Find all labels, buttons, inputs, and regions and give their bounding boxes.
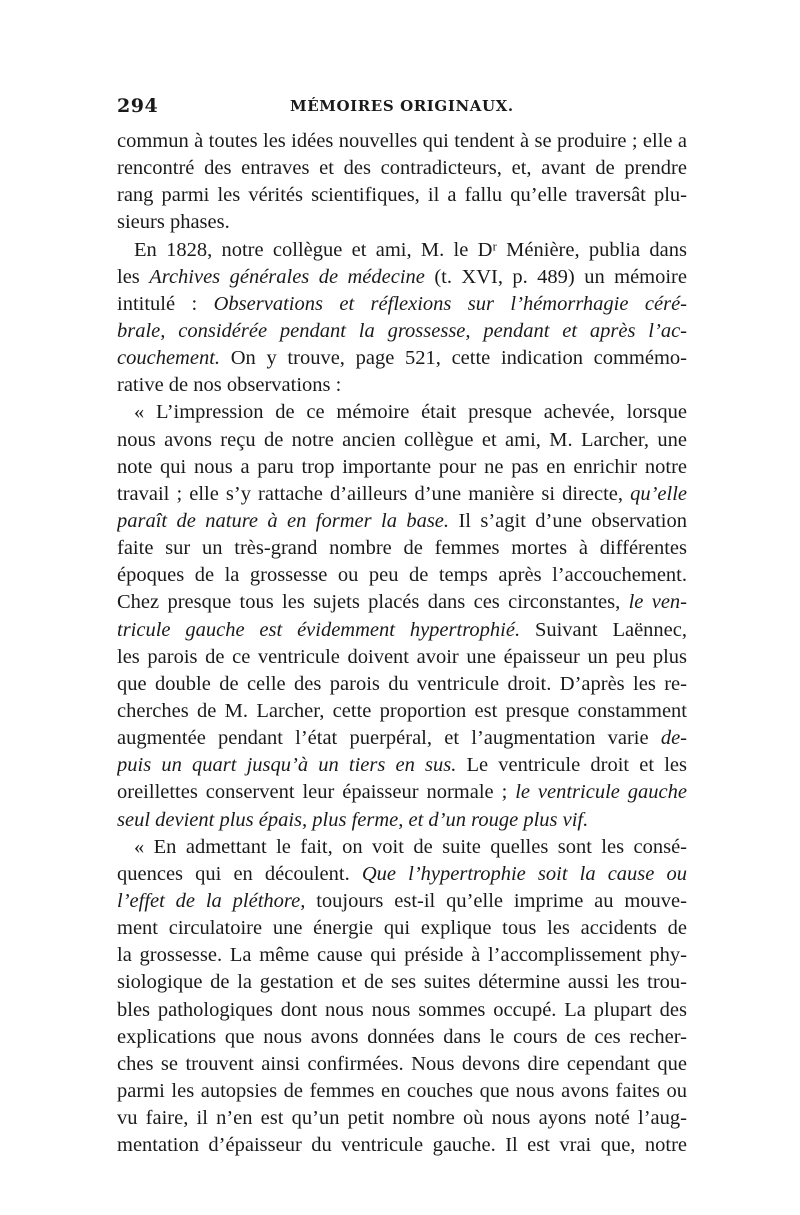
text-segment: commun à toutes les idées nouvelles qui tendent à se produire ; elle a [117, 130, 687, 152]
text-line [117, 372, 687, 399]
italic-text: Archives générales de médecine [149, 265, 425, 288]
text-line [117, 725, 687, 752]
text-segment: ment circulatoire une énergie qui explique tous les accidents de [117, 917, 687, 940]
text-line [117, 698, 687, 725]
page-header [117, 95, 687, 125]
text-segment: travail ; elle s’y rattache d’ailleurs d’une manière si directe, [117, 482, 631, 505]
text-segment: bles pathologiques dont nous nous sommes occupé. La plupart des [117, 998, 687, 1021]
text-line [117, 562, 687, 589]
text-line [117, 834, 687, 861]
italic-text: puis un quart jusqu’à un tiers en sus. [117, 754, 457, 777]
italic-text: paraît de nature à en former la base. [117, 509, 450, 532]
running-head: MÉMOIRES ORIGINAUX. [290, 97, 514, 115]
text-line [117, 508, 687, 535]
text-line [117, 535, 687, 562]
text-segment: On y trouve, page 521, cette indication commémo- [220, 347, 687, 370]
text-segment: explications que nous avons données dans le cours de ces recher- [117, 1025, 687, 1048]
text-segment: rencontré des entraves et des contradicteurs, et, avant de prendre [117, 157, 687, 180]
text-line [117, 399, 687, 426]
italic-text: l’effet de la pléthore, [117, 889, 306, 912]
italic-text: brale, considérée pendant la grossesse, pendant et après l’ac- [117, 319, 687, 342]
text-segment: mentation d’épaisseur du ventricule gauche. Il est vrai que, notre [117, 1134, 687, 1157]
text-line [117, 481, 687, 508]
text-segment: que double de celle des parois du ventricule droit. D’après les re- [117, 672, 687, 695]
text-segment: les [117, 265, 150, 288]
text-line [117, 942, 687, 969]
text-line [117, 345, 687, 372]
text-line [117, 617, 687, 644]
text-line [117, 589, 687, 616]
italic-text: qu’elle [630, 482, 687, 505]
text-segment: Suivant Laënnec, [520, 618, 687, 641]
page-number: 294 [117, 95, 159, 117]
text-segment: (t. XVI, p. 489) un mémoire [424, 265, 687, 288]
italic-text: tricule gauche est évidemment hypertrophié. [117, 618, 521, 641]
text-segment: « En admettant le fait, on voit de suite quelles sont les consé- [134, 835, 687, 858]
text-segment: vu faire, il n’en est qu’un petit nombre où nous ayons noté l’aug- [117, 1107, 687, 1130]
text-segment: note qui nous a paru trop importante pour ne pas en enrichir notre [117, 455, 687, 478]
italic-text: Que l’hypertrophie soit la cause ou [361, 862, 687, 885]
text-line [117, 155, 687, 182]
text-line [117, 752, 687, 779]
text-segment: rative de nos observations : [117, 374, 342, 397]
text-line [117, 209, 687, 236]
text-segment: Il s’agit d’une observation [449, 509, 687, 532]
text-segment: siologique de la gestation et de ses suites détermine aussi les trou- [117, 971, 687, 994]
italic-text: le ventricule gauche [515, 781, 687, 804]
italic-text: le ven- [628, 591, 687, 614]
text-line [117, 915, 687, 942]
italic-text: Observations et réflexions sur l’hémorrhagie céré- [213, 292, 687, 315]
text-line [117, 969, 687, 996]
text-segment: « L’impression de ce mémoire était presque achevée, lorsque [134, 401, 687, 424]
text-segment: cherches de M. Larcher, cette proportion est presque constamment [117, 699, 687, 722]
text-segment: époques de la grossesse ou peu de temps après l’accouchement. [117, 564, 687, 587]
text-line [117, 1078, 687, 1105]
text-segment: ches se trouvent ainsi confirmées. Nous devons dire cependant que [117, 1052, 687, 1075]
text-line [117, 182, 687, 209]
italic-text: de- [660, 727, 687, 750]
text-segment: faite sur un très-grand nombre de femmes mortes à différentes [117, 537, 687, 560]
text-line [117, 1132, 687, 1159]
italic-text: couchement. [117, 347, 221, 370]
text-segment: Le ventricule droit et les [456, 754, 687, 777]
text-segment: En 1828, notre collègue et ami, M. le Dʳ Ménière, publia dans [134, 238, 687, 261]
text-line [117, 779, 687, 806]
text-line [117, 1105, 687, 1132]
text-segment: augmentée pendant l’état puerpéral, et l’augmentation varie [117, 727, 661, 750]
text-line [117, 1051, 687, 1078]
text-line [117, 807, 687, 834]
text-line [117, 997, 687, 1024]
text-line [117, 454, 687, 481]
text-line [117, 128, 687, 155]
text-line [117, 264, 687, 291]
text-segment: les parois de ce ventricule doivent avoir une épaisseur un peu plus [117, 645, 687, 668]
text-line [117, 318, 687, 345]
text-segment: rang parmi les vérités scientifiques, il a fallu qu’elle traversât plu- [117, 184, 687, 207]
text-segment: intitulé : [117, 292, 214, 315]
text-segment: quences qui en découlent. [117, 862, 362, 885]
text-segment: sieurs phases. [117, 211, 230, 234]
text-segment: nous avons reçu de notre ancien collègue et ami, M. Larcher, une [117, 428, 687, 451]
body-text [117, 128, 687, 1159]
text-line [117, 888, 687, 915]
text-line [117, 237, 687, 264]
text-segment: parmi les autopsies de femmes en couches que nous avons faites ou [117, 1079, 687, 1102]
text-segment: Chez presque tous les sujets placés dans ces circonstantes, [117, 591, 629, 614]
text-line [117, 644, 687, 671]
text-line [117, 861, 687, 888]
text-line [117, 427, 687, 454]
text-segment: toujours est-il qu’elle imprime au mouve- [305, 889, 687, 912]
text-segment: oreillettes conservent leur épaisseur normale ; [117, 781, 516, 804]
italic-text: seul devient plus épais, plus ferme, et d’un rouge plus vif. [117, 808, 589, 831]
text-line [117, 671, 687, 698]
text-segment: la grossesse. La même cause qui préside à l’accomplissement phy- [117, 944, 687, 967]
text-line [117, 291, 687, 318]
text-line [117, 1024, 687, 1051]
